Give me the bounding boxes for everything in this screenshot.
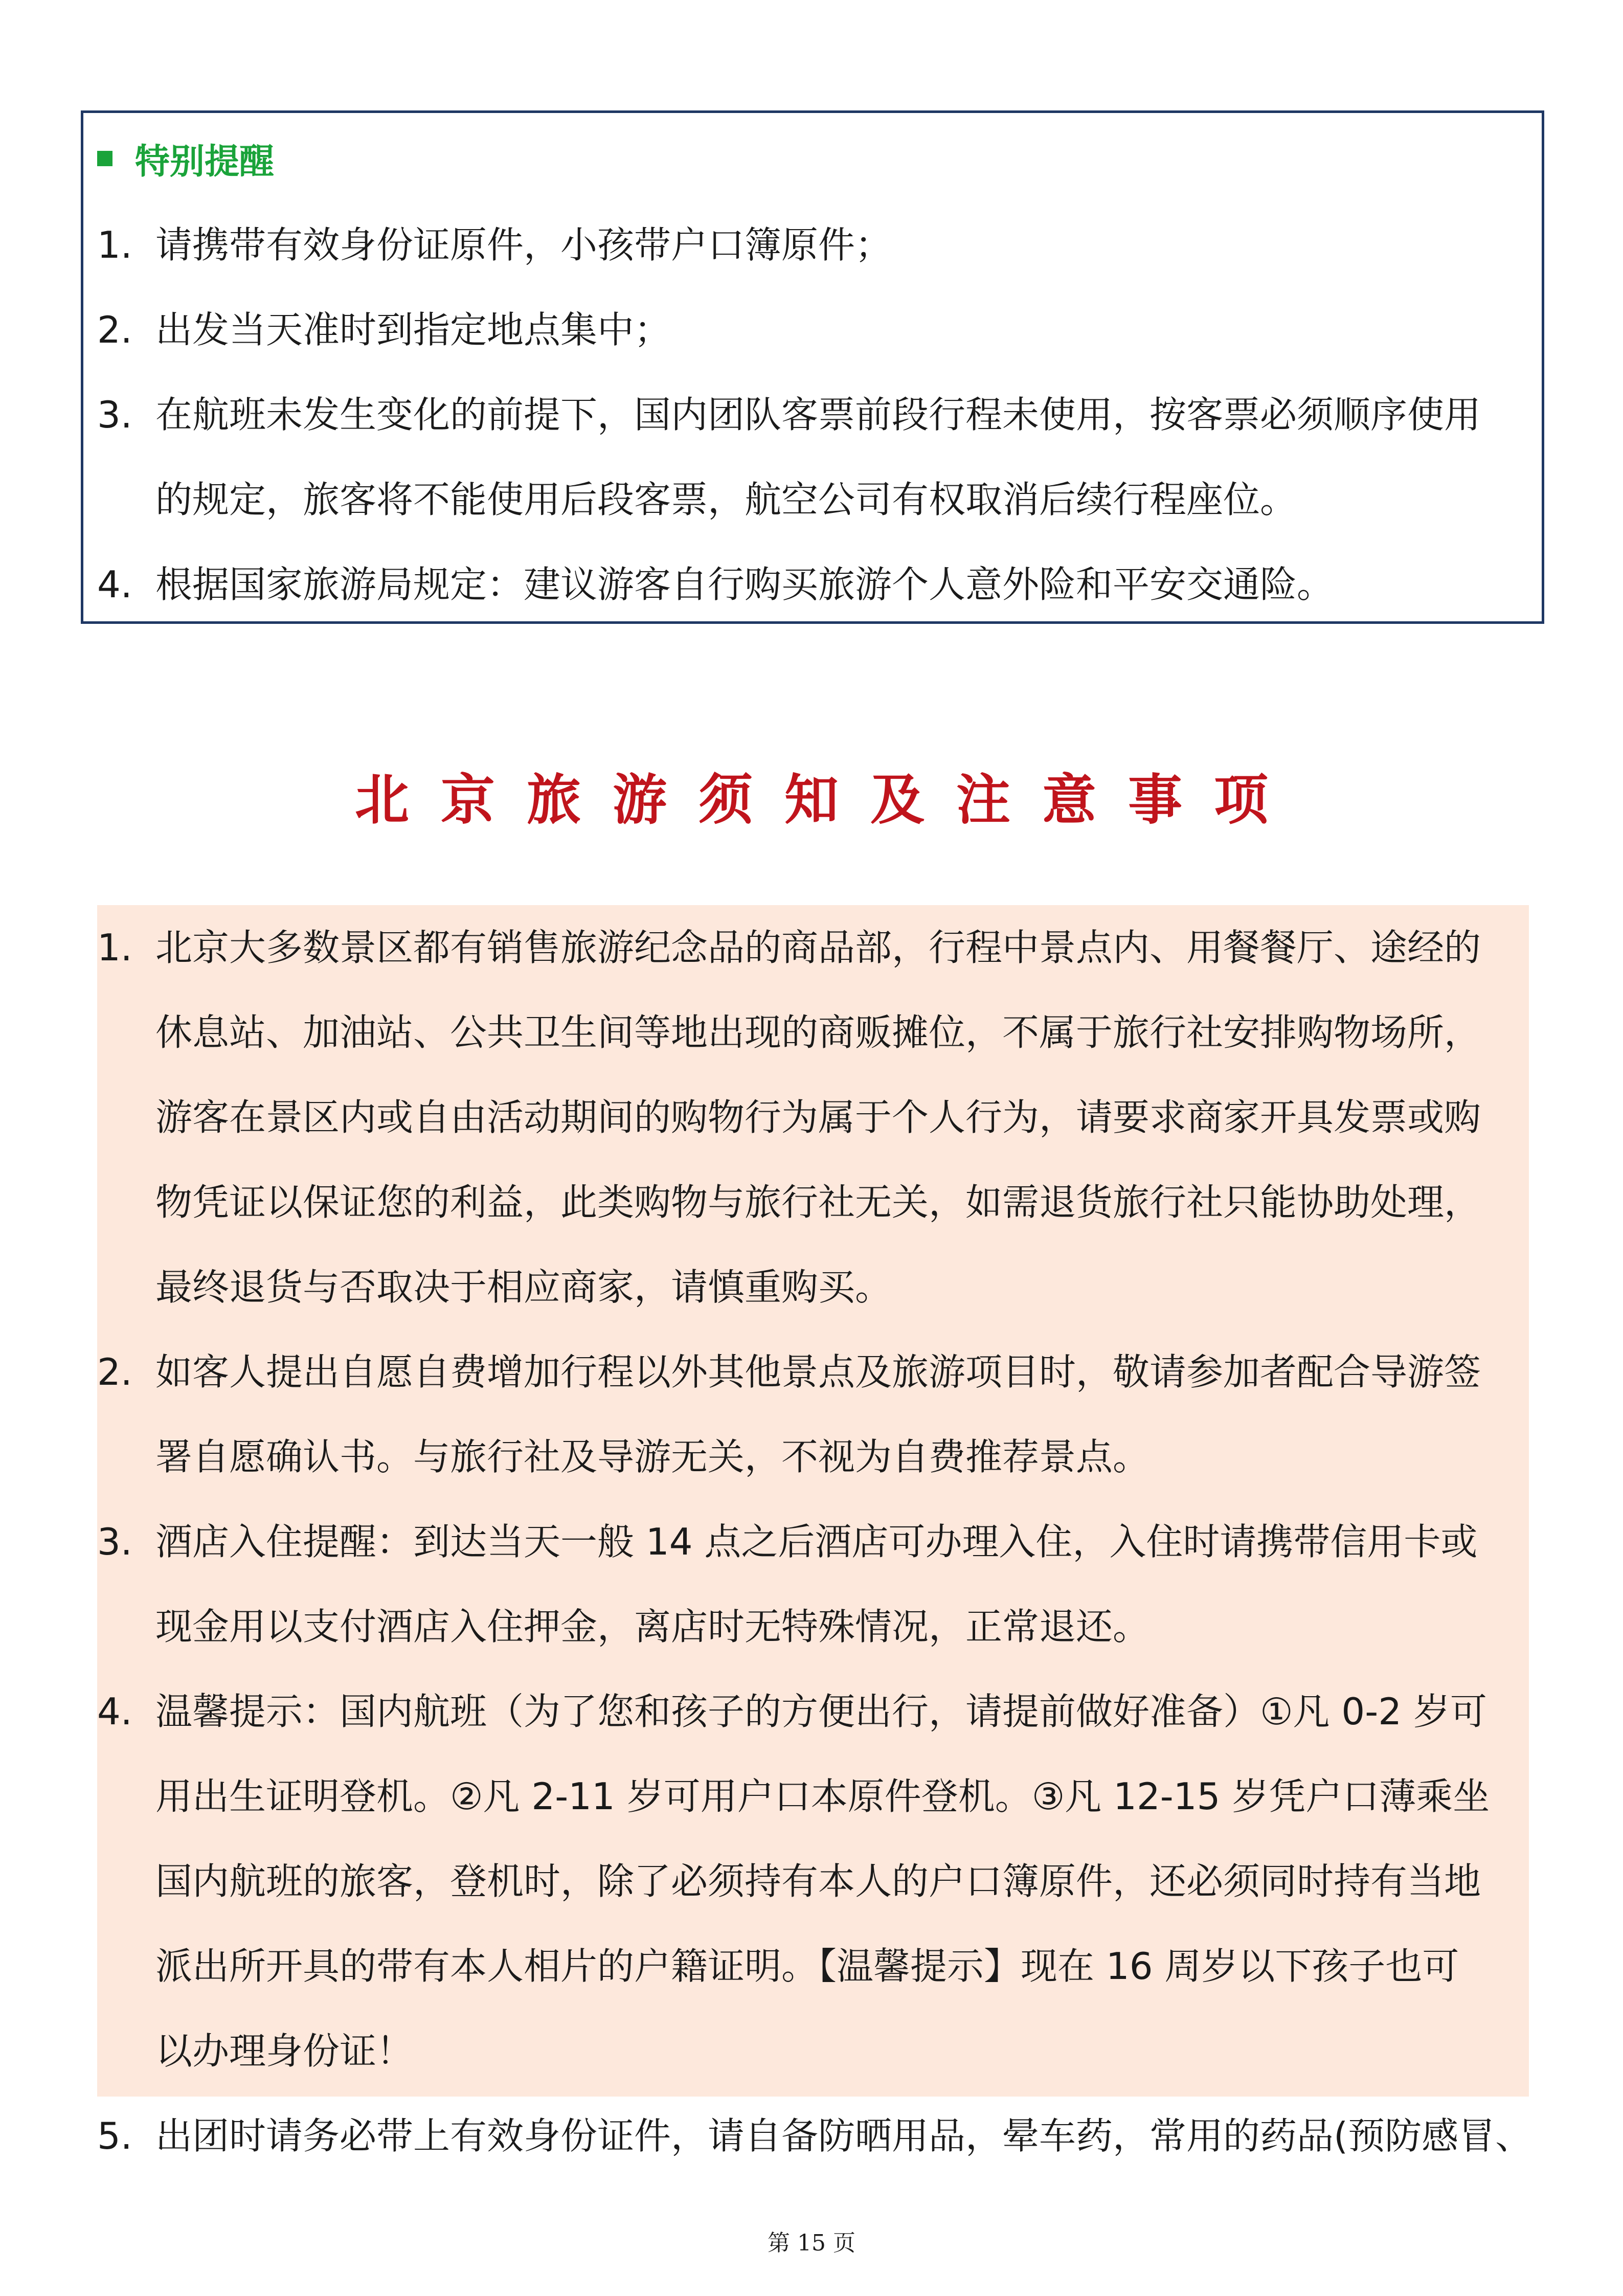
item-number: 1. <box>97 223 132 266</box>
item-text-line: 酒店入住提醒：到达当天一般 14 点之后酒店可办理入住，入住时请携带信用卡或 <box>155 1520 1478 1563</box>
list-item <box>97 287 1587 372</box>
item-text-line: 最终退货与否取决于相应商家，请慎重购买。 <box>155 1266 892 1309</box>
item-text-line: 游客在景区内或自由活动期间的购物行为属于个人行为，请要求商家开具发票或购 <box>155 1096 1481 1139</box>
item-text-line: 根据国家旅游局规定：建议游客自行购买旅游个人意外险和平安交通险。 <box>155 563 1334 606</box>
item-number: 4. <box>97 1690 132 1733</box>
item-text-line: 物凭证以保证您的利益，此类购物与旅行社无关，如需退货旅行社只能协助处理， <box>155 1181 1481 1224</box>
item-text-line: 派出所开具的带有本人相片的户籍证明。【温馨提示】现在 16 周岁以下孩子也可 <box>155 1945 1459 1988</box>
item-number: 3. <box>97 1520 132 1563</box>
list-item <box>97 202 1587 287</box>
square-bullet-icon <box>97 151 112 166</box>
item-text-line: 的规定，旅客将不能使用后段客票，航空公司有权取消后续行程座位。 <box>155 478 1297 521</box>
list-item <box>97 905 1587 1330</box>
item-text-line: 以办理身份证！ <box>155 2030 414 2073</box>
item-number: 5. <box>97 2114 132 2157</box>
list-item <box>97 1669 1587 2094</box>
item-text-line: 在航班未发生变化的前提下，国内团队客票前段行程未使用，按客票必须顺序使用 <box>155 393 1481 436</box>
item-number: 2. <box>97 308 132 351</box>
notes-list <box>97 905 1587 2178</box>
item-number: 3. <box>97 393 132 436</box>
item-text-line: 温馨提示：国内航班（为了您和孩子的方便出行，请提前做好准备）①凡 0-2 岁可 <box>155 1690 1487 1733</box>
item-text-line: 国内航班的旅客，登机时，除了必须持有本人的户口簿原件，还必须同时持有当地 <box>155 1860 1481 1903</box>
item-number: 1. <box>97 926 132 969</box>
list-item <box>97 2094 1587 2178</box>
list-item <box>97 542 1587 627</box>
list-item <box>97 1330 1587 1499</box>
reminder-header <box>97 133 274 184</box>
section-title: 北京旅游须知及注意事项 <box>355 769 1300 831</box>
item-number: 4. <box>97 563 132 606</box>
item-text-line: 用出生证明登机。②凡 2-11 岁可用户口本原件登机。③凡 12-15 岁凭户口薄乘坐 <box>155 1775 1490 1818</box>
list-item <box>97 372 1587 542</box>
item-text-line: 出团时请务必带上有效身份证件，请自备防晒用品，晕车药，常用的药品(预防感冒、 <box>155 2114 1532 2157</box>
page-number: 第 15 页 <box>768 2230 855 2256</box>
item-text-line: 北京大多数景区都有销售旅游纪念品的商品部，行程中景点内、用餐餐厅、途经的 <box>155 926 1481 969</box>
item-text-line: 请携带有效身份证原件，小孩带户口簿原件； <box>155 223 892 266</box>
item-text-line: 现金用以支付酒店入住押金，离店时无特殊情况，正常退还。 <box>155 1605 1150 1648</box>
item-text-line: 如客人提出自愿自费增加行程以外其他景点及旅游项目时，敬请参加者配合导游签 <box>155 1350 1481 1393</box>
reminder-list <box>97 202 1587 627</box>
item-text-line: 署自愿确认书。与旅行社及导游无关，不视为自费推荐景点。 <box>155 1435 1150 1478</box>
item-text-line: 出发当天准时到指定地点集中； <box>155 308 671 351</box>
reminder-title: 特别提醒 <box>135 141 275 182</box>
item-number: 2. <box>97 1350 132 1393</box>
item-text-line: 休息站、加油站、公共卫生间等地出现的商贩摊位，不属于旅行社安排购物场所， <box>155 1011 1481 1054</box>
list-item <box>97 1499 1587 1669</box>
